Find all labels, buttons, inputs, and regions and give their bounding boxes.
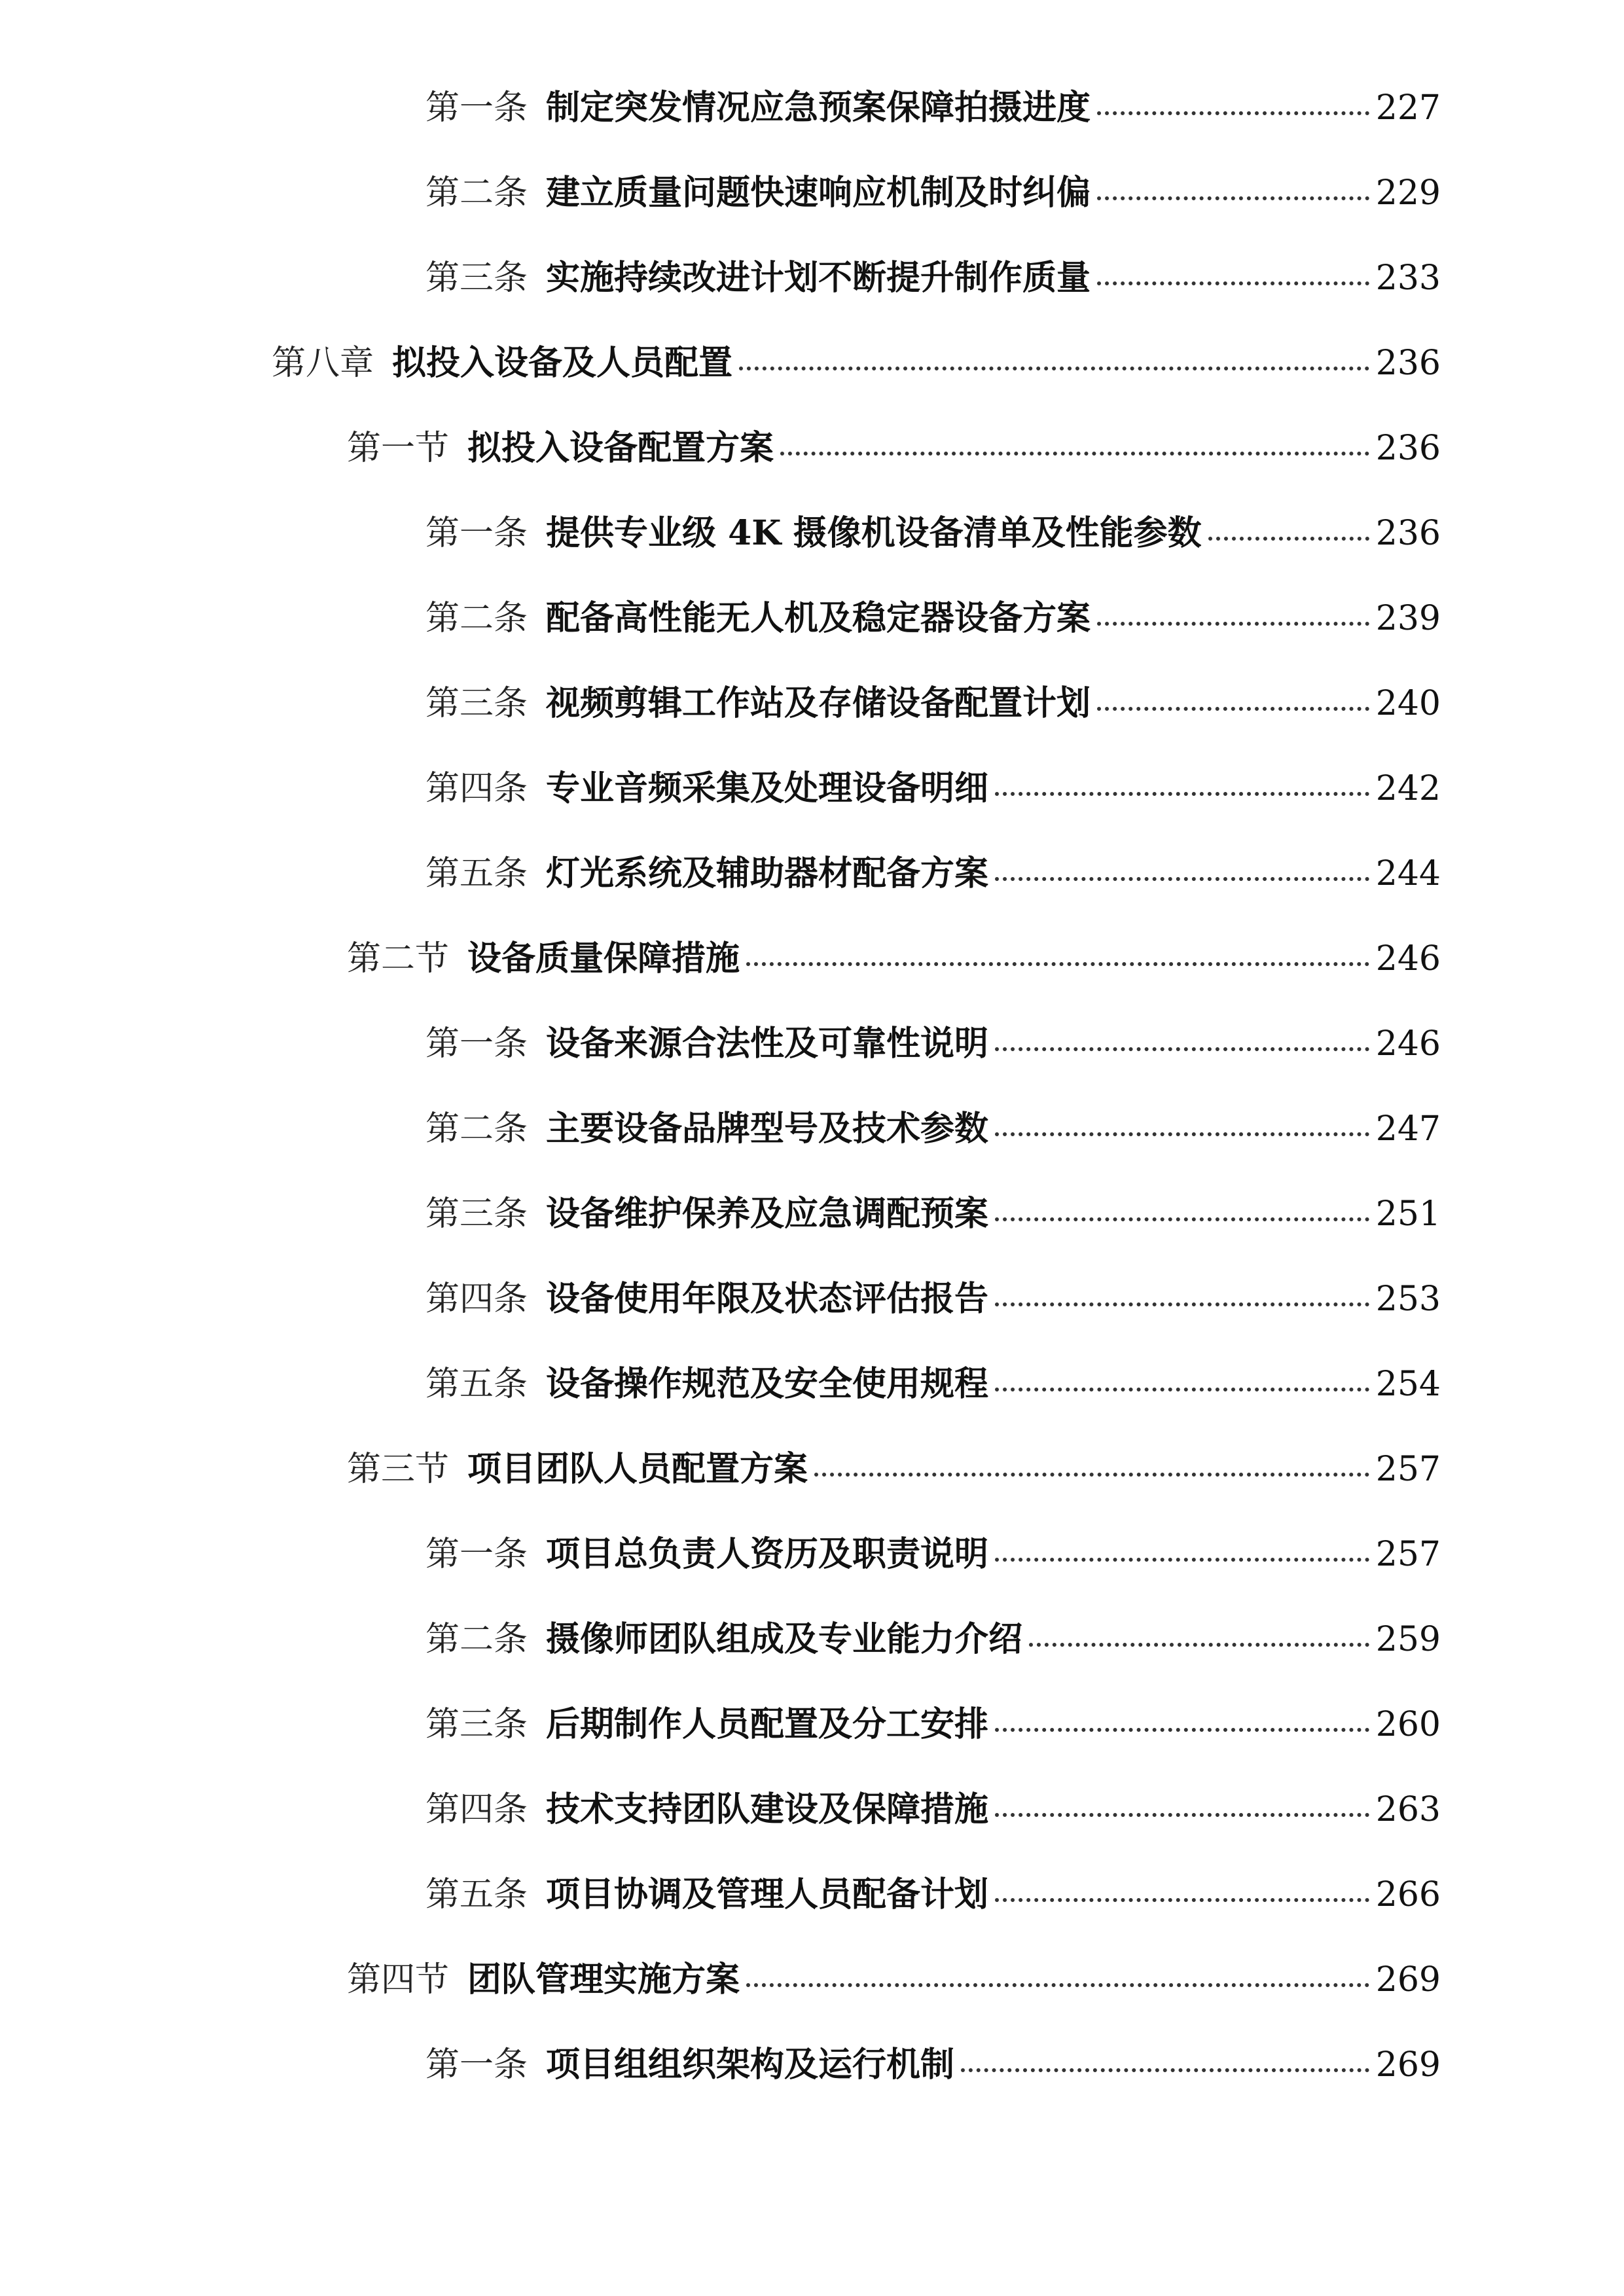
toc-dot-leader — [1097, 281, 1369, 285]
toc-entry[interactable] — [425, 1787, 1441, 1833]
toc-entry-number: 第二节 — [347, 939, 450, 978]
toc-dot-leader — [739, 367, 1369, 370]
toc-entry-number: 第四节 — [347, 1960, 450, 2000]
toc-entry-number: 第一条 — [425, 2045, 528, 2085]
toc-dot-leader — [995, 1728, 1369, 1732]
toc-entry-title: 配备高性能无人机及稳定器设备方案 — [546, 598, 1091, 638]
toc-dot-leader — [995, 1217, 1369, 1221]
toc-entry-number: 第一节 — [347, 429, 450, 468]
toc-entry-page: 269 — [1375, 1960, 1441, 2000]
toc-dot-leader — [995, 1898, 1369, 1902]
toc-entry-number: 第八章 — [272, 344, 374, 383]
toc-entry-title: 拟投入设备配置方案 — [467, 428, 774, 468]
toc-entry-title: 设备维护保养及应急调配预案 — [546, 1194, 989, 1234]
toc-entry-number: 第一条 — [425, 88, 528, 128]
toc-entry-number: 第三条 — [425, 259, 528, 298]
toc-entry[interactable] — [425, 1191, 1441, 1237]
toc-entry-page: 227 — [1375, 88, 1441, 128]
toc-entry-page: 236 — [1375, 514, 1441, 553]
toc-dot-leader — [1029, 1643, 1369, 1647]
toc-entry-page: 259 — [1375, 1620, 1441, 1659]
toc-entry[interactable] — [425, 2042, 1441, 2088]
toc-entry-page: 263 — [1375, 1790, 1441, 1829]
toc-entry-number: 第一条 — [425, 1535, 528, 1574]
toc-entry-title: 拟投入设备及人员配置 — [392, 343, 733, 383]
toc-dot-leader — [1097, 622, 1369, 626]
toc-entry-page: 254 — [1375, 1365, 1441, 1404]
toc-entry-number: 第一条 — [425, 1024, 528, 1064]
toc-dot-leader — [1097, 196, 1369, 200]
toc-entry-page: 257 — [1375, 1535, 1441, 1574]
toc-entry-title: 项目团队人员配置方案 — [467, 1449, 808, 1489]
toc-entry-title: 技术支持团队建设及保障措施 — [546, 1789, 989, 1829]
toc-entry-title: 制定突发情况应急预案保障拍摄进度 — [546, 88, 1091, 128]
toc-entry-title: 视频剪辑工作站及存储设备配置计划 — [546, 683, 1091, 723]
toc-entry-number: 第五条 — [425, 854, 528, 893]
toc-entry[interactable] — [425, 511, 1441, 556]
toc-dot-leader — [995, 1132, 1369, 1136]
toc-entry-title: 项目组组织架构及运行机制 — [546, 2045, 955, 2085]
toc-entry-title: 灯光系统及辅助器材配备方案 — [546, 853, 989, 893]
toc-entry-title: 设备来源合法性及可靠性说明 — [546, 1024, 989, 1064]
toc-entry-page: 236 — [1375, 429, 1441, 468]
toc-entry-section[interactable] — [347, 936, 1441, 982]
toc-entry-title: 实施持续改进计划不断提升制作质量 — [546, 258, 1091, 298]
toc-entry[interactable] — [425, 851, 1441, 897]
toc-entry-number: 第二条 — [425, 599, 528, 638]
toc-entry-number: 第四条 — [425, 1280, 528, 1319]
toc-entry-page: 260 — [1375, 1705, 1441, 1744]
toc-entry[interactable] — [425, 1106, 1441, 1152]
toc-entry-section[interactable] — [347, 425, 1441, 471]
toc-entry-number: 第一条 — [425, 514, 528, 553]
toc-entry-title: 后期制作人员配置及分工安排 — [546, 1704, 989, 1744]
toc-entry-number: 第三节 — [347, 1450, 450, 1489]
toc-dot-leader — [995, 1388, 1369, 1391]
toc-entry-page: 236 — [1375, 344, 1441, 383]
toc-entry-number: 第四条 — [425, 769, 528, 808]
toc-dot-leader — [995, 1813, 1369, 1817]
toc-entry[interactable] — [425, 1702, 1441, 1748]
toc-dot-leader — [995, 1302, 1369, 1306]
toc-entry-number: 第五条 — [425, 1365, 528, 1404]
toc-entry[interactable] — [425, 85, 1441, 131]
toc-entry-title: 项目总负责人资历及职责说明 — [546, 1534, 989, 1574]
toc-entry-title: 建立质量问题快速响应机制及时纠偏 — [546, 173, 1091, 213]
toc-entry-number: 第四条 — [425, 1790, 528, 1829]
toc-entry-page: 240 — [1375, 684, 1441, 723]
toc-entry-page: 229 — [1375, 173, 1441, 213]
toc-entry-page: 242 — [1375, 769, 1441, 808]
toc-entry-title: 设备使用年限及状态评估报告 — [546, 1279, 989, 1319]
toc-entry-title: 项目协调及管理人员配备计划 — [546, 1874, 989, 1914]
toc-entry-number: 第二条 — [425, 1620, 528, 1659]
toc-dot-leader — [746, 962, 1369, 966]
toc-entry-title: 主要设备品牌型号及技术参数 — [546, 1109, 989, 1149]
toc-entry[interactable] — [425, 1532, 1441, 1577]
toc-entry-number: 第三条 — [425, 684, 528, 723]
toc-entry-title: 专业音频采集及处理设备明细 — [546, 768, 989, 808]
toc-entry[interactable] — [425, 1361, 1441, 1407]
toc-entry-number: 第三条 — [425, 1194, 528, 1234]
toc-entry-title: 设备操作规范及安全使用规程 — [546, 1364, 989, 1404]
toc-entry[interactable] — [425, 170, 1441, 216]
toc-entry-page: 239 — [1375, 599, 1441, 638]
toc-entry-title: 团队管理实施方案 — [467, 1960, 740, 2000]
toc-dot-leader — [995, 1047, 1369, 1051]
toc-dot-leader — [995, 1558, 1369, 1562]
toc-entry-page: 244 — [1375, 854, 1441, 893]
toc-entry[interactable] — [425, 255, 1441, 301]
toc-entry[interactable] — [425, 1021, 1441, 1067]
toc-entry-page: 257 — [1375, 1450, 1441, 1489]
toc-entry-page: 246 — [1375, 1024, 1441, 1064]
toc-entry-number: 第二条 — [425, 173, 528, 213]
toc-entry-section[interactable] — [347, 1446, 1441, 1492]
toc-entry-page: 253 — [1375, 1280, 1441, 1319]
toc-entry-page: 251 — [1375, 1194, 1441, 1234]
toc-entry[interactable] — [425, 681, 1441, 726]
toc-entry-chapter[interactable] — [272, 340, 1441, 386]
toc-entry-page: 233 — [1375, 259, 1441, 298]
toc-entry-title: 设备质量保障措施 — [467, 939, 740, 978]
toc-dot-leader — [995, 877, 1369, 881]
toc-entry-title: 提供专业级 4K 摄像机设备清单及性能参数 — [546, 513, 1202, 553]
toc-dot-leader — [995, 792, 1369, 796]
toc-dot-leader — [814, 1473, 1369, 1477]
toc-entry[interactable] — [425, 1276, 1441, 1322]
toc-dot-leader — [961, 2068, 1369, 2072]
toc-entry-page: 247 — [1375, 1109, 1441, 1149]
toc-entry[interactable] — [425, 596, 1441, 641]
toc-entry-page: 266 — [1375, 1875, 1441, 1914]
toc-entry-page: 269 — [1375, 2045, 1441, 2085]
toc-entry-number: 第三条 — [425, 1705, 528, 1744]
toc-dot-leader — [1097, 111, 1369, 115]
toc-dot-leader — [1097, 707, 1369, 711]
toc-entry[interactable] — [425, 1872, 1441, 1918]
toc-entry-number: 第二条 — [425, 1109, 528, 1149]
toc-dot-leader — [780, 452, 1369, 456]
toc-entry-number: 第五条 — [425, 1875, 528, 1914]
toc-entry[interactable] — [425, 766, 1441, 812]
toc-dot-leader — [1208, 537, 1369, 541]
toc-dot-leader — [746, 1983, 1369, 1987]
toc-entry-section[interactable] — [347, 1957, 1441, 2003]
toc-entry-page: 246 — [1375, 939, 1441, 978]
toc-entry[interactable] — [425, 1617, 1441, 1662]
toc-entry-title: 摄像师团队组成及专业能力介绍 — [546, 1619, 1023, 1659]
